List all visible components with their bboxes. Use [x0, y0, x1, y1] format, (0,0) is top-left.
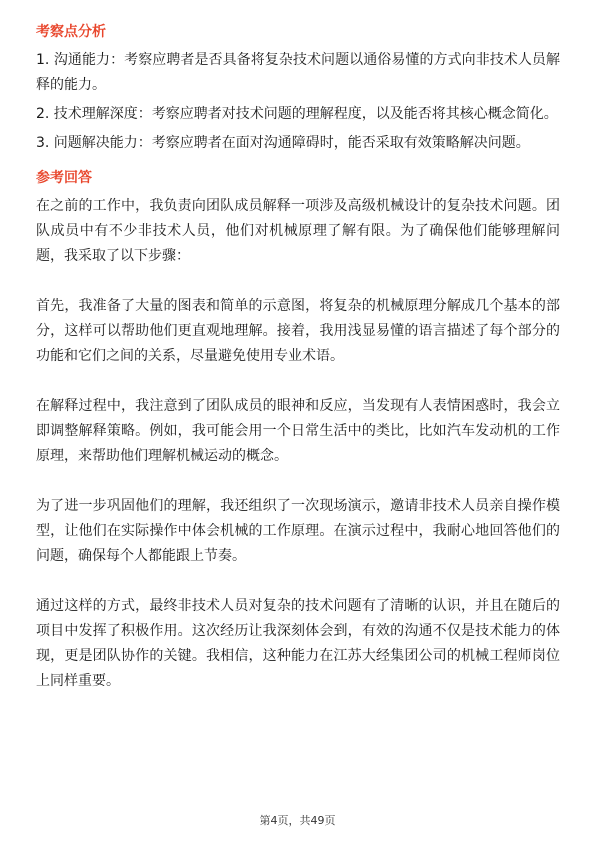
answer-heading: 参考回答 [36, 170, 92, 186]
analysis-heading: 考察点分析 [36, 24, 106, 40]
analysis-point: 3. 问题解决能力：考察应聘者在面对沟通障碍时，能否采取有效策略解决问题。 [36, 135, 530, 151]
analysis-point: 1. 沟通能力：考察应聘者是否具备将复杂技术问题以通俗易懂的方式向非技术人员解释的能力。 [36, 52, 560, 93]
answer-paragraph: 在之前的工作中，我负责向团队成员解释一项涉及高级机械设计的复杂技术问题。团队成员中有不少非技术人员，他们对机械原理了解有限。为了确保他们能够理解问题，我采取了以下步骤： [36, 198, 560, 264]
answer-body [36, 194, 560, 694]
page-number: 第4页，共49页 [259, 814, 336, 827]
analysis-points [36, 48, 560, 156]
document-page [36, 22, 560, 694]
answer-paragraph: 为了进一步巩固他们的理解，我还组织了一次现场演示，邀请非技术人员亲自操作模型，让他们在实际操作中体会机械的工作原理。在演示过程中，我耐心地回答他们的问题，确保每个人都能跟上节奏。 [36, 498, 560, 564]
answer-paragraph: 通过这样的方式，最终非技术人员对复杂的技术问题有了清晰的认识，并且在随后的项目中发挥了积极作用。这次经历让我深刻体会到，有效的沟通不仅是技术能力的体现，更是团队协作的关键。我相信，这种能力在江苏大经集团公司的机械工程师岗位上同样重要。 [36, 598, 560, 689]
answer-paragraph: 在解释过程中，我注意到了团队成员的眼神和反应，当发现有人表情困惑时，我会立即调整解释策略。例如，我可能会用一个日常生活中的类比，比如汽车发动机的工作原理，来帮助他们理解机械运动的概念。 [36, 398, 560, 464]
analysis-point: 2. 技术理解深度：考察应聘者对技术问题的理解程度，以及能否将其核心概念简化。 [36, 106, 558, 122]
answer-paragraph: 首先，我准备了大量的图表和简单的示意图，将复杂的机械原理分解成几个基本的部分，这样可以帮助他们更直观地理解。接着，我用浅显易懂的语言描述了每个部分的功能和它们之间的关系，尽量避免使用专业术语。 [36, 298, 560, 364]
